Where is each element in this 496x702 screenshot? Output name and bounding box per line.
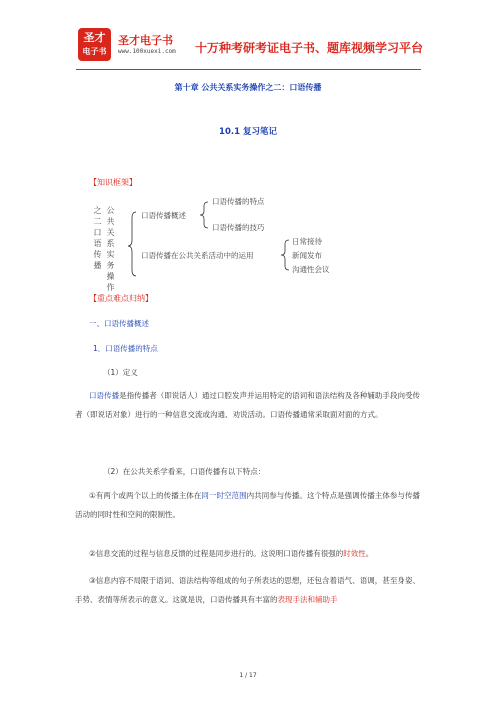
feature-item-3-text-a: ③信息内容不局限于语词、语法结构等组成的句子所表达的思想，还包含着语气、语调，甚至身姿、手势、表情等所表示的意义。这就是说，口语传播具有丰富的 [75,576,420,604]
heading-definition: （1）定义 [103,368,138,377]
feature-item-1-highlight: 同一时空范围 [201,491,247,500]
header-slogan: 十万种考研考证电子书、题库视频学习平台 [195,41,424,55]
heading-features: （2）在公共关系学看来，口语传播有以下特点： [103,467,266,476]
logo-text-line1: 圣才 [83,31,106,44]
framework-root-col1: 口 语 传 播 [93,228,102,270]
framework-root-col3: 公 共 关 系 实 务 操 作 [106,206,115,292]
definition-text: 是指传播者（即说话人）通过口腔发声并运用特定的语词和语法结构及各种辅助手段向受传者（即说话对象）进行的一种信息交流或沟通、劝说活动。口语传播通常采取面对面的方式。 [75,391,421,419]
framework-root-col2: 之 二 [93,206,102,226]
framework-leaf-meeting: 沟通性会议 [292,265,330,274]
brand-url[interactable]: www.100xuexi.com [118,48,176,55]
heading-level2: 1．口语传播的特点 [93,344,158,353]
chapter-title: 第十章 公共关系实务操作之二：口语传播 [174,83,322,92]
section-title: 10.1 复习笔记 [219,127,277,137]
framework-leaf-skills: 口语传播的技巧 [212,223,265,232]
feature-item-3 [75,571,420,609]
definition-term: 口语传播 [89,391,120,400]
feature-item-1-text-b: 内共同参与传播。这个特点是强调传播主体参与传播活动的同时性和空间的限制性。 [75,491,421,519]
framework-leaf-features: 口语传播的特点 [212,197,265,206]
framework-leaf-press-release: 新闻发布 [292,251,322,260]
feature-item-2 [75,544,420,563]
logo-text-line2: 电子书 [82,47,107,56]
feature-item-2-highlight: 时效性 [343,549,366,558]
definition-paragraph [75,386,420,424]
key-points-heading: 【重点难点归纳】 [89,294,153,303]
framework-branch-application: 口语传播在公共关系活动中的运用 [141,251,254,260]
feature-item-1 [75,486,420,524]
heading-level1: 一、口语传播概述 [89,319,149,328]
feature-item-3-highlight: 表现手法和辅助手 [277,595,338,604]
page-number: 1 / 17 [239,672,257,679]
framework-heading: 【知识框架】 [89,178,137,187]
framework-leaf-reception: 日常接待 [292,237,322,246]
feature-item-2-text-a: ②信息交流的过程与信息反馈的过程是同步进行的。这说明口语传播有很强的 [89,549,344,558]
brand-name: 圣才电子书 [118,34,173,47]
feature-item-2-text-b: 。 [365,549,374,558]
framework-branch-overview: 口语传播概述 [141,211,186,220]
feature-item-1-text-a: ①有两个或两个以上的传播主体在 [89,491,202,500]
